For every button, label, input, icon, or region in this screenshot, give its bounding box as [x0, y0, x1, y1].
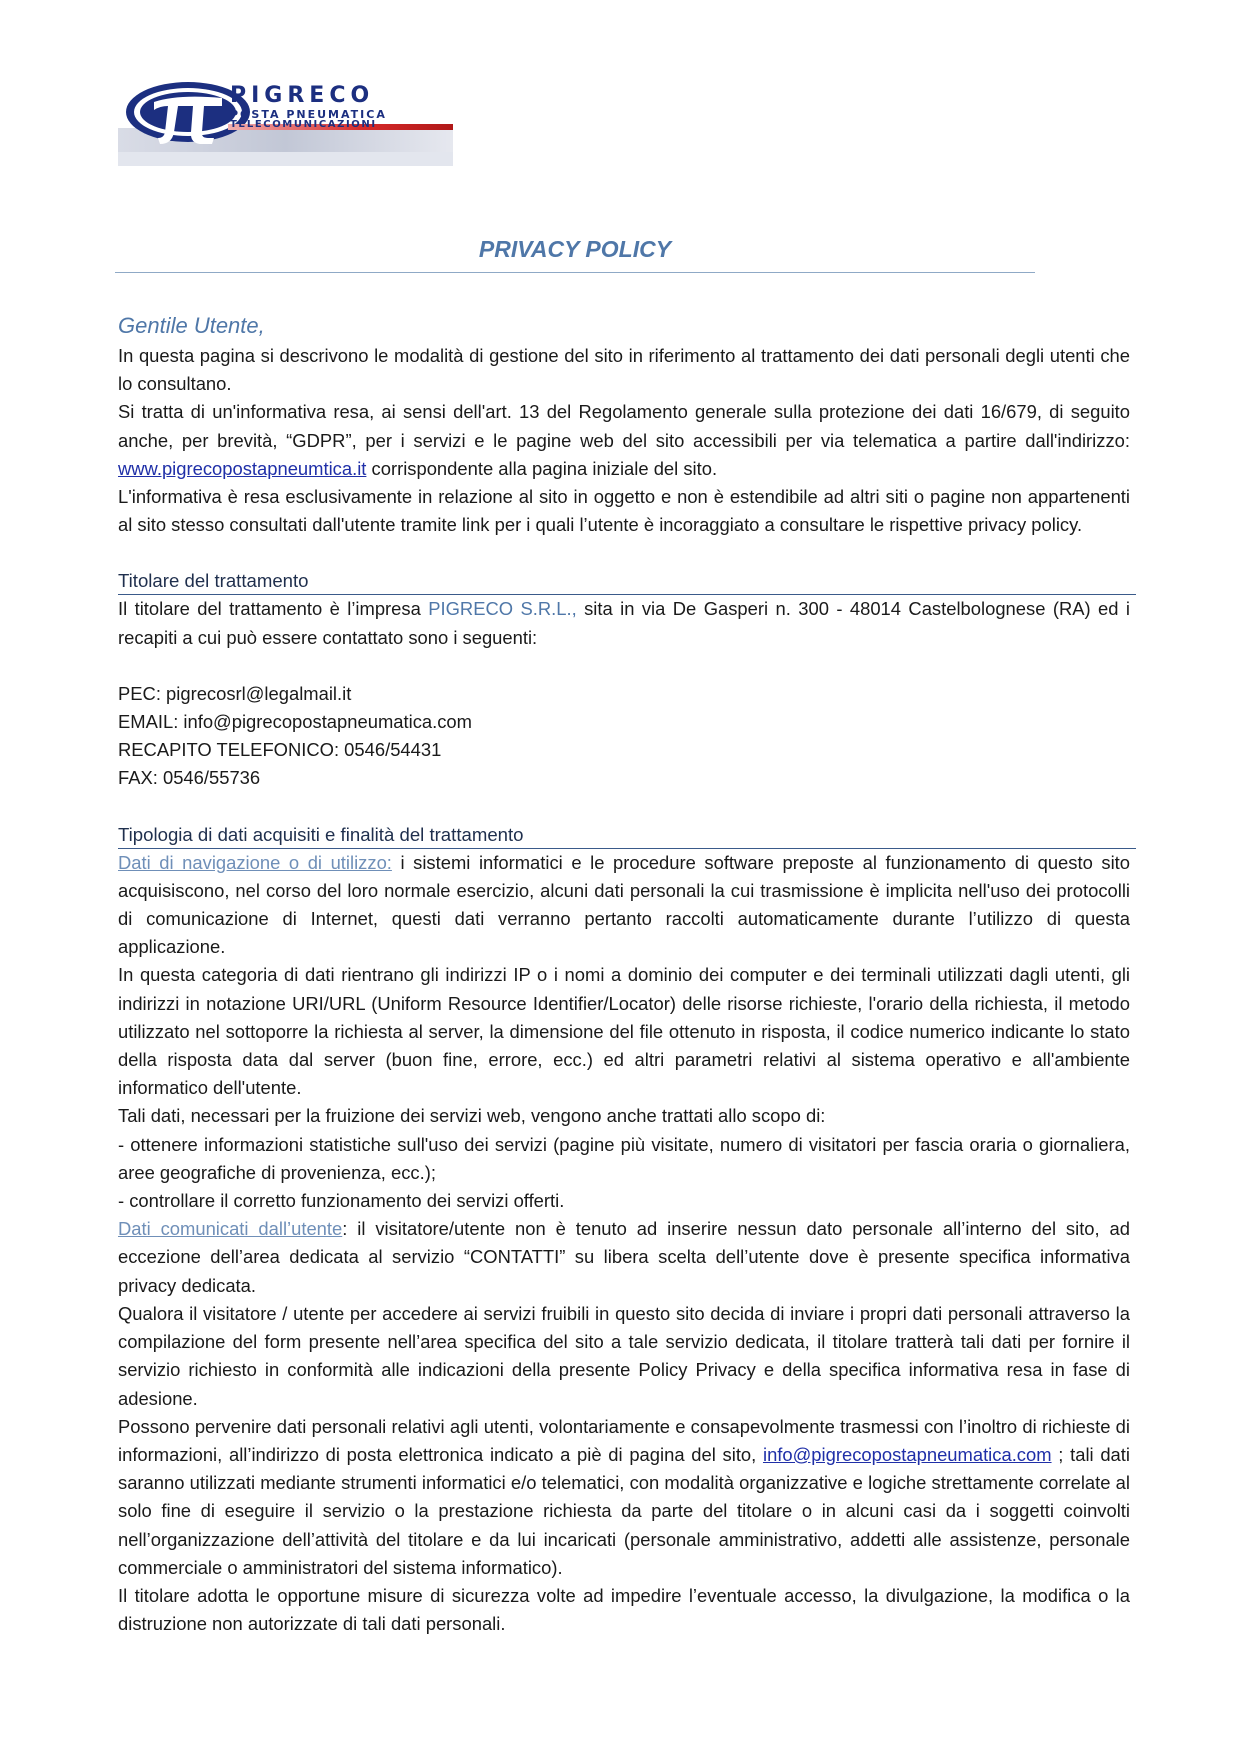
email-data-paragraph — [118, 1413, 1130, 1582]
purpose-item-2: - controllare il corretto funzionamento dei servizi offerti. — [118, 1190, 565, 1212]
contact-list — [118, 680, 1130, 793]
user-data-paragraph — [118, 1215, 1130, 1300]
company-name: PIGRECO S.R.L., — [428, 598, 577, 620]
user-data-label: Dati comunicati dall’utente — [118, 1218, 343, 1240]
form-data-paragraph: Qualora il visitatore / utente per accedere ai servizi fruibili in questo sito decida di inviare i propri dati personali attraverso la compilazione del form presente nell’area specifica del sito a tale servizio dedicata, il titolare tratterà tali dati per fornire il servizio richiesto in conformità alle indicazioni della presente Policy Privacy e della specifica informativa resa in fase di adesione. — [118, 1302, 1130, 1409]
contact-fax: FAX: 0546/55736 — [118, 767, 261, 789]
page-title: PRIVACY POLICY — [478, 236, 672, 262]
logo-brand: PIGRECO — [230, 83, 375, 108]
titolare-text: Il titolare del trattamento è l’impresa — [118, 598, 429, 620]
contact-pec: PEC: pigrecosrl@legalmail.it — [118, 682, 352, 704]
website-link[interactable]: www.pigrecopostapneumtica.it — [118, 457, 367, 479]
nav-data-paragraph — [118, 849, 1130, 962]
section-heading-tipologia: Tipologia di dati acquisiti e finalità del trattamento — [118, 821, 1136, 849]
intro-paragraph-3: L'informativa è resa esclusivamente in relazione al sito in oggetto e non è estendibile ad altri siti o pagine non appartenenti al sito stesso consultati dall'utente tramite link per i quali l’utente è incoraggiato a consultare le rispettive privacy policy. — [118, 486, 1130, 536]
section-heading-titolare: Titolare del trattamento — [118, 567, 1136, 595]
intro-text: Si tratta di un'informativa resa, ai sensi dell'art. 13 del Regolamento generale sulla protezione dei dati 16/679, di seguito anche, per brevità, “GDPR”, per i servizi e le pagine web del sito accessibili per via telematica a partire dall'indirizzo: — [118, 401, 1130, 451]
intro-paragraph-1: In questa pagina si descrivono le modalità di gestione del sito in riferimento al trattamento dei dati personali degli utenti che lo consultano. — [118, 345, 1130, 395]
pi-logo-icon — [118, 80, 453, 168]
contact-phone: RECAPITO TELEFONICO: 0546/54431 — [118, 739, 442, 761]
company-logo — [118, 80, 453, 168]
purpose-intro: Tali dati, necessari per la fruizione dei servizi web, vengono anche trattati allo scopo di: — [118, 1105, 826, 1127]
titolare-text-end: sita in via De Gasperi n. 300 - 48014 Castelbolognese (RA) ed i recapiti a cui può essere contattato sono i seguenti: — [118, 598, 1130, 648]
email-data-text-end: ; tali dati saranno utilizzati mediante strumenti informatici e/o telematici, con modalità organizzative e logiche strettamente correlate al solo fine di eseguire il servizio o la prestazione richiesta da parte del titolare o in alcuni casi da i soggetti coinvolti nell’organizzazione dell’attività del titolare e da lui incaricati (personale amministrativo, addetti alle assistenze, personale commerciale o amministratori del sistema informatico). — [118, 1443, 1130, 1578]
nav-data-text: i sistemi informatici e le procedure software preposte al funzionamento di questo sito acquisiscono, nel corso del loro normale esercizio, alcuni dati personali la cui trasmissione è implicita nell'uso dei protocolli di comunicazione di Internet, questi dati verranno pertanto raccolti automaticamente durante l’utilizzo di questa applicazione. — [118, 851, 1131, 958]
greeting: Gentile Utente, — [118, 313, 265, 338]
intro-text-end: corrispondente alla pagina iniziale del sito. — [366, 457, 718, 479]
ip-data-paragraph: In questa categoria di dati rientrano gli indirizzi IP o i nomi a dominio dei computer e dei terminali utilizzati dagli utenti, gli indirizzi in notazione URI/URL (Uniform Resource Identifier/Locator) delle risorse richieste, l'orario della richiesta, il metodo utilizzato nel sottoporre la richiesta al server, la dimensione del file ottenuto in risposta, il codice numerico indicante lo stato della risposta data dal server (buon fine, errore, ecc.) ed altri parametri relativi al sistema operativo e all'ambiente informatico dell'utente. — [118, 964, 1130, 1099]
titolare-paragraph — [118, 595, 1130, 651]
email-link[interactable]: info@pigrecopostapneumatica.com — [762, 1443, 1052, 1465]
logo-line1: POSTA PNEUMATICA — [230, 108, 387, 121]
user-data-text: : il visitatore/utente non è tenuto ad inserire nessun dato personale all’interno del sito, ad eccezione dell’area dedicata al servizio “CONTATTI” su libera scelta dell’utente dove è presente specifica informativa privacy dedicata. — [118, 1218, 1130, 1296]
nav-data-label: Dati di navigazione o di utilizzo: — [118, 851, 392, 873]
purpose-item-1: - ottenere informazioni statistiche sull'uso dei servizi (pagine più visitate, numero di visitatori per fascia oraria o giornaliera, aree geografiche di provenienza, ecc.); — [118, 1133, 1130, 1183]
security-paragraph: Il titolare adotta le opportune misure di sicurezza volte ad impedire l’eventuale accesso, la divulgazione, la modifica o la distruzione non autorizzate di tali dati personali. — [118, 1584, 1130, 1635]
contact-email: EMAIL: info@pigrecopostapneumatica.com — [118, 711, 472, 733]
intro-paragraph-2 — [118, 398, 1130, 483]
page-title-block — [115, 232, 1035, 273]
email-data-text: Possono pervenire dati personali relativi agli utenti, volontariamente e consapevolmente trasmessi con l’inoltro di richieste di informazioni, all’indirizzo di posta elettronica indicato a piè di pagina del sito, — [118, 1415, 1130, 1465]
document-body — [118, 312, 1130, 1638]
logo-line2: TELECOMUNICAZIONI — [230, 119, 377, 130]
